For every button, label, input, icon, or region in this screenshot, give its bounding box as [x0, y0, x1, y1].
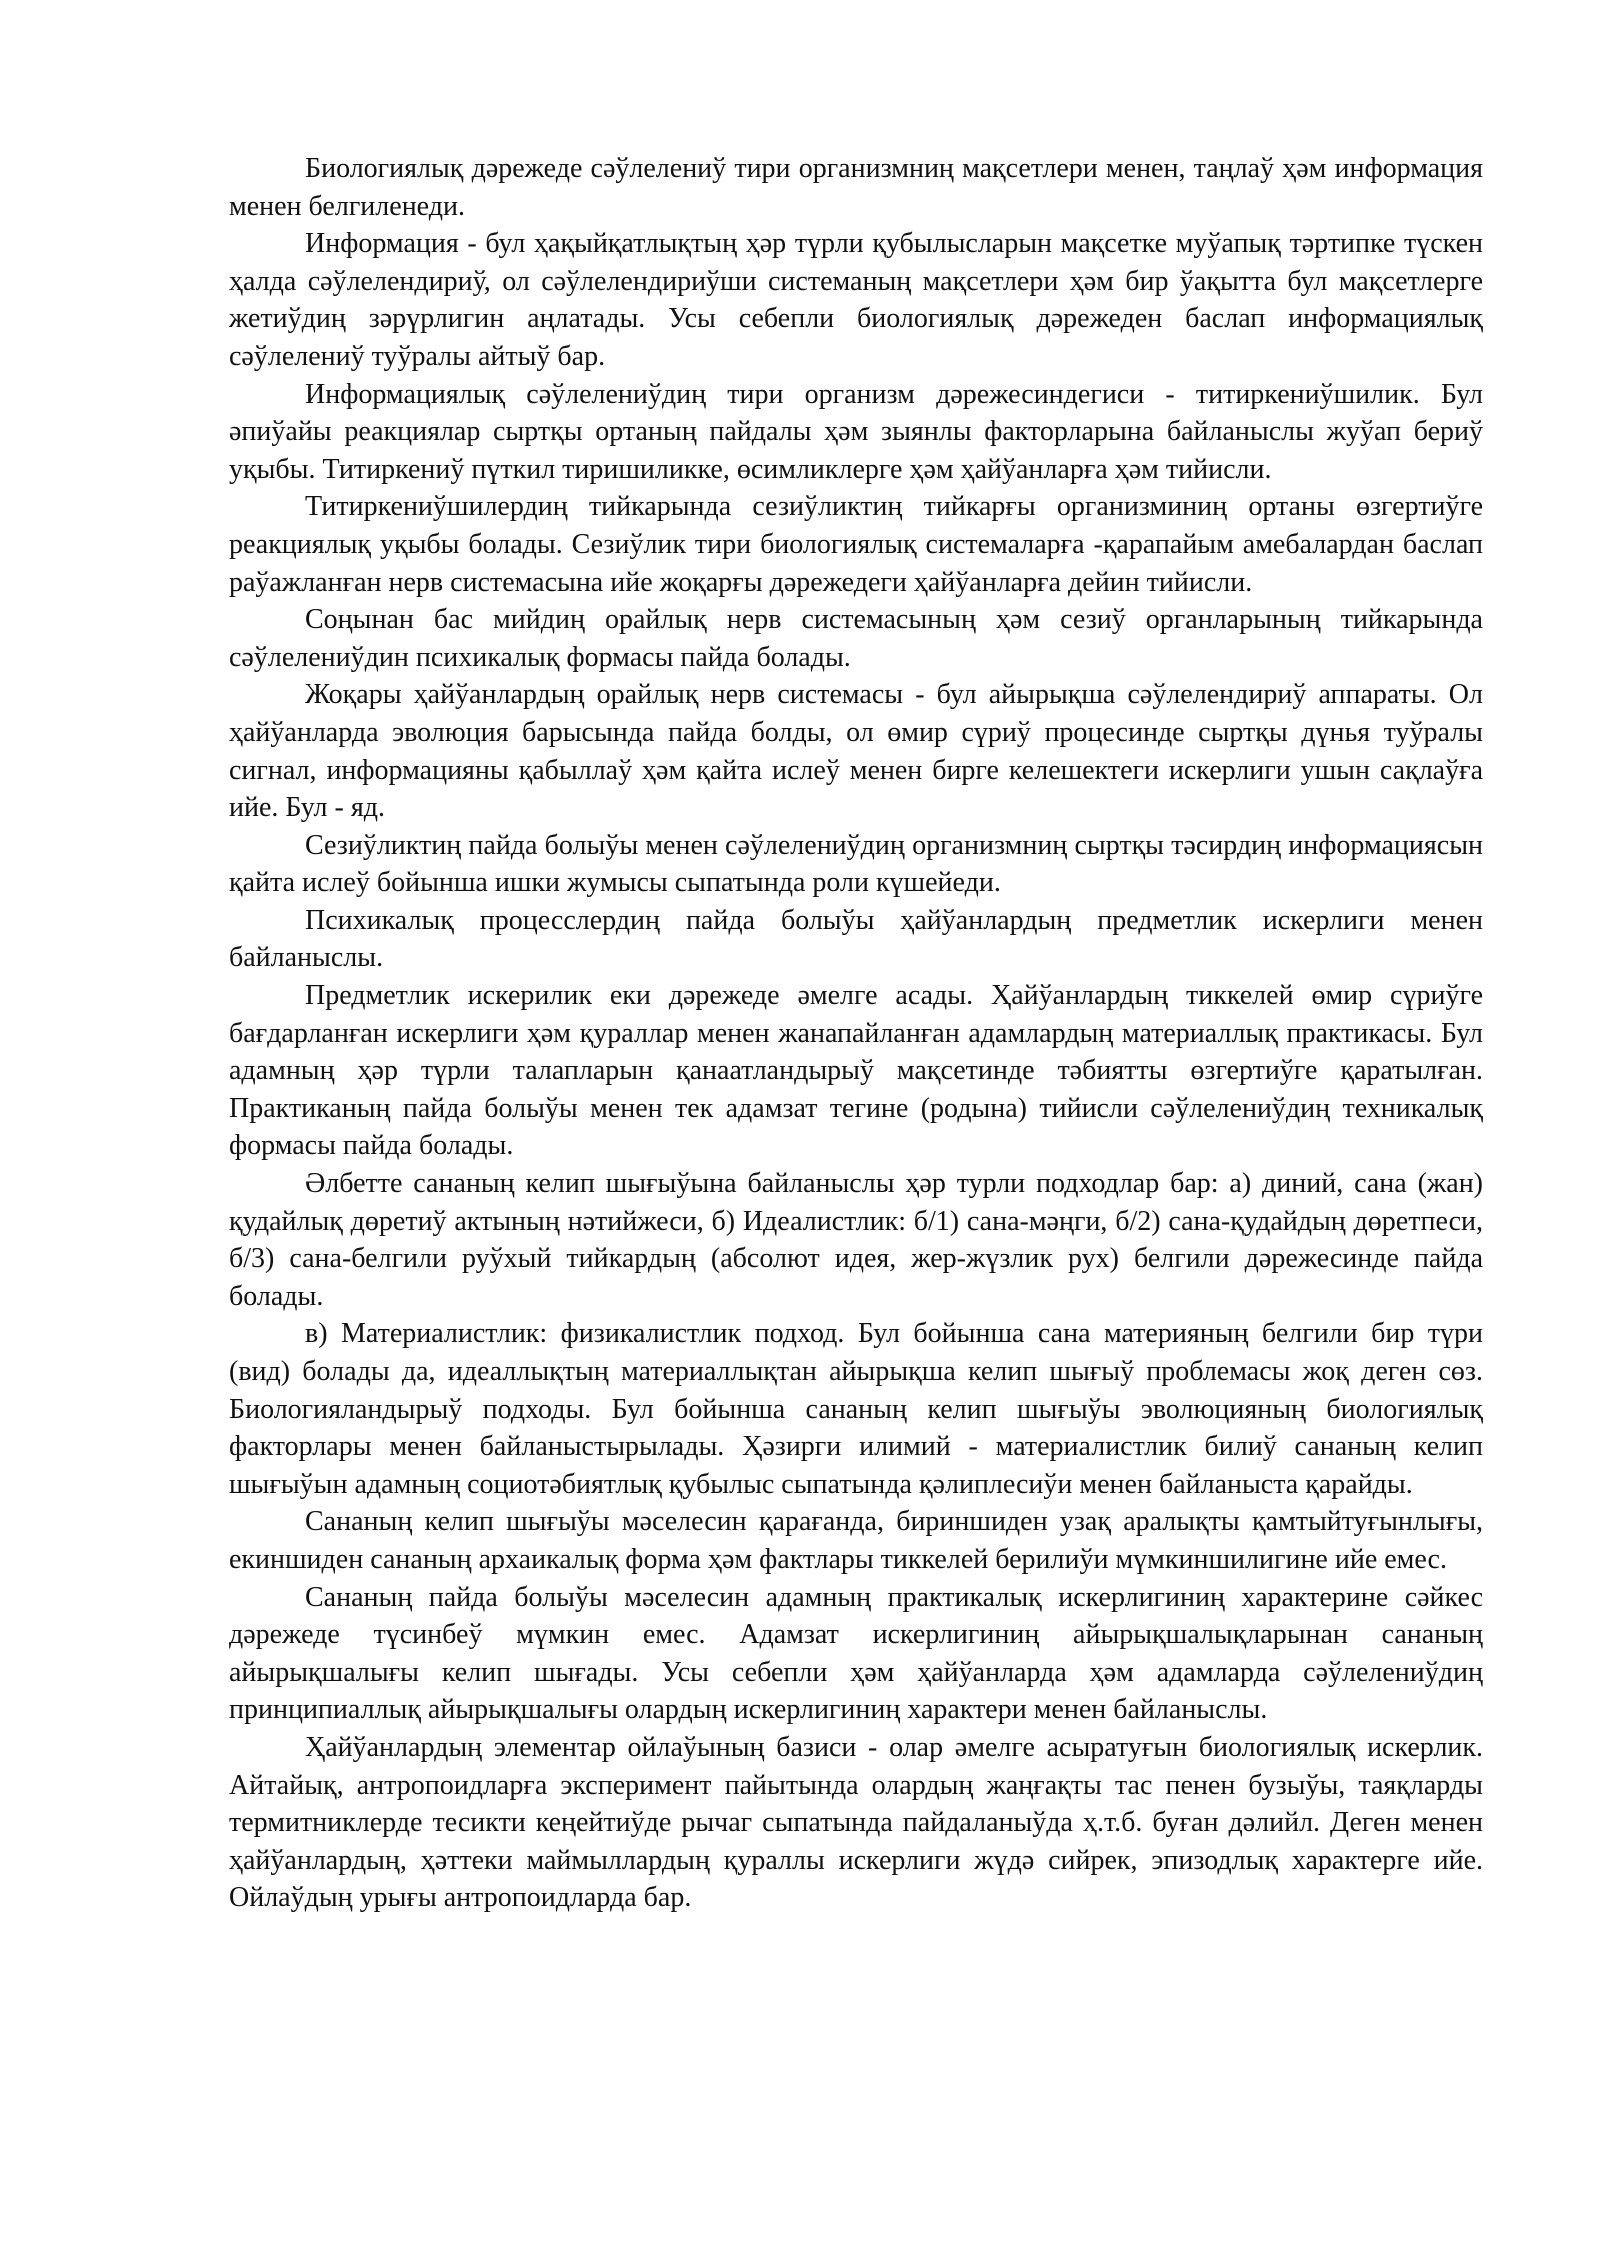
paragraph: в) Материалистлик: физикалистлик подход. Бул бойынша сана материяның белгили бир түри (вид) болады да, идеаллықтың материаллықтан айырықша келип шығыў проблемасы жоқ деген сөз. Биологияландырыў подходы. Бул бойынша сананың келип шығыўы эволюцияның биологиялық факторлары менен байланыстырылады. Ҳәзирги илимий - материалистлик билиў сананың келип шығыўын адамның социотәбиятлық қубылыс сыпатында қәлиплесиўи менен байланыста қарайды.	[229, 1318, 1483, 1500]
paragraph: Ҳайўанлардың элементар ойлаўының базиси - олар әмелге асыратуғын биологиялық искерлик. Айтайық, антропоидларға эксперимент пайытында олардың жаңғақты тас пенен бузыўы, таяқларды термитниклерде тесикти кеңейтиўде рычаг сыпатында пайдаланыўда ҳ.т.б. буған дәлийл. Деген менен ҳайўанлардың, ҳәттеки маймыллардың қураллы искерлиги жүдә сийрек, эпизодлық характерге ийе. Ойлаўдың урығы антропоидларда бар.	[229, 1731, 1483, 1914]
paragraph: Информация - бул ҳақыйқатлықтың ҳәр түрли қубылысларын мақсетке муўапық тәртипке түскен ҳалда сәўлелендириў, ол сәўлелендириўши системаның мақсетлери ҳәм бир ўақытта бул мақсетлерге жетиўдиң зәрүрлигин аңлатады. Усы себепли биологиялық дәрежеден баслап информациялық сәўлелениў туўралы айтыў бар.	[229, 228, 1483, 372]
paragraph: Сананың пайда болыўы мәселесин адамның практикалық искерлигиниң характерине сәйкес дәрежеде түсинбеў мүмкин емес. Адамзат искерлигиниң айырықшалықларынан сананың айырықшалығы келип шығады. Усы себепли ҳәм ҳайўанларда ҳәм адамларда сәўлелениўдиң принципиаллық айырықшалығы олардың искерлигиниң характери менен байланыслы.	[229, 1581, 1483, 1726]
paragraph: Әлбетте сананың келип шығыўына байланыслы ҳәр турли подходлар бар: а) диний, сана (жан) қудайлық дөретиў актының нәтийжеси, б) Идеалистлик: б/1) сана-мәңги, б/2) сана-қудайдың дөретпеси, б/3) сана-белгили руўхый тийкардың (абсолют идея, жер-жүзлик рух) белгили дәрежесинде пайда болады.	[229, 1168, 1483, 1312]
document-page	[229, 150, 1483, 1917]
paragraph: Сезиўликтиң пайда болыўы менен сәўлелениўдиң организмниң сыртқы тәсирдиң информациясын қайта ислеў бойынша ишки жумысы сыпатында роли күшейеди.	[229, 829, 1483, 899]
paragraph: Психикалық процесслердиң пайда болыўы ҳайўанлардың предметлик искерлиги менен байланыслы.	[229, 904, 1483, 974]
paragraph: Титиркениўшилердиң тийкарында сезиўликтиң тийкарғы организминиң ортаны өзгертиўге реакциялық уқыбы болады. Сезиўлик тири биологиялық системаларға -қарапайым амебалардан баслап раўажланған нерв системасына ийе жоқарғы дәрежедеги ҳайўанларға дейин тийисли.	[229, 491, 1483, 598]
paragraph: Сананың келип шығыўы мәселесин қарағанда, бириншиден узақ аралықты қамтыйтуғынлығы, екиншиден сананың архаикалық форма ҳәм фактлары тиккелей берилиўи мүмкиншилигине ийе емес.	[229, 1506, 1483, 1575]
paragraph: Соңынан бас мийдиң орайлық нерв системасының ҳәм сезиў органларының тийкарында сәўлелениўдин психикалық формасы пайда болады.	[229, 604, 1483, 673]
paragraph: Биологиялық дәрежеде сәўлелениў тири организмниң мақсетлери менен, таңлаў ҳәм информация менен белгиленеди.	[229, 153, 1483, 222]
paragraph: Жоқары ҳайўанлардың орайлық нерв системасы - бул айырықша сәўлелендириў аппараты. Ол ҳайўанларда эволюция барысында пайда болды, ол өмир сүриў процесинде сыртқы дүнья туўралы сигнал, информацияны қабыллаў ҳәм қайта ислеў менен бирге келешектеги искерлиги ушын сақлаўға ийе. Бул - яд.	[229, 679, 1483, 824]
paragraph: Информациялық сәўлелениўдиң тири организм дәрежесиндегиси - титиркениўшилик. Бул әпиўайы реакциялар сыртқы ортаның пайдалы ҳәм зыянлы факторларына байланыслы жуўап бериў уқыбы. Титиркениў пүткил тиришиликке, өсимликлерге ҳәм ҳайўанларға ҳәм тийисли.	[229, 378, 1483, 485]
paragraph: Предметлик искерилик еки дәрежеде әмелге асады. Ҳайўанлардың тиккелей өмир сүриўге бағдарланған искерлиги ҳәм қураллар менен жанапайланған адамлардың материаллық практикасы. Бул адамның ҳәр түрли талапларын қанаатландырыў мақсетинде тәбиятты өзгертиўге қаратылған. Практиканың пайда болыўы менен тек адамзат тегине (родына) тийисли сәўлелениўдиң техникалық формасы пайда болады.	[229, 980, 1483, 1162]
